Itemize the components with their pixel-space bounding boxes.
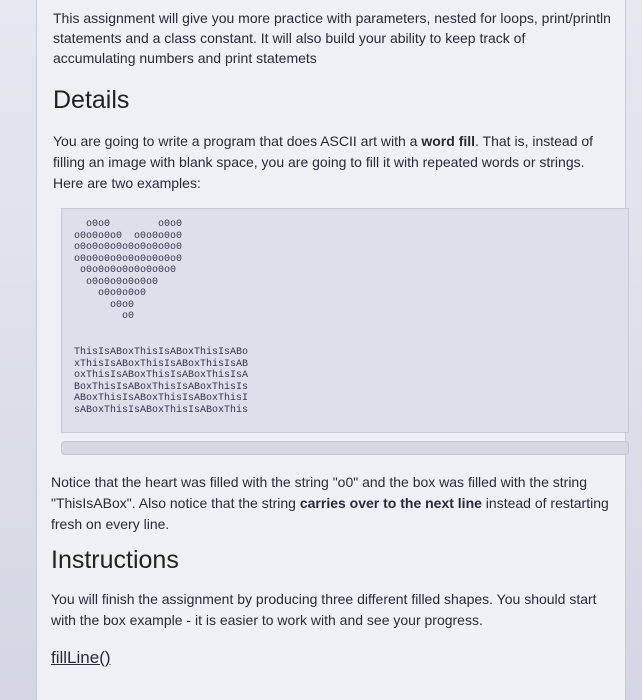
- notice-text-2: instead of restarting fresh on every line.: [51, 495, 609, 532]
- notice-text-1: Notice that the heart was filled with the string "o0" and the box was filled with the string "ThisIsABox". Also notice that the string: [51, 474, 587, 511]
- details-heading: Details: [53, 86, 130, 114]
- details-text-1: You are going to write a program that does ASCII art with a: [53, 133, 422, 149]
- notice-bold: carries over to the next line: [299, 495, 482, 511]
- instructions-heading: Instructions: [51, 546, 179, 574]
- notice-paragraph: [51, 472, 611, 535]
- fillline-link[interactable]: fillLine(): [51, 648, 111, 667]
- intro-paragraph: This assignment will give you more practice with parameters, nested for loops, print/println statements and a class constant. It will also build your ability to keep track of accumulating numbers and print statemets: [53, 10, 611, 66]
- horizontal-scrollbar[interactable]: [61, 441, 629, 455]
- details-text-2: . That is, instead of filling an image with blank space, you are going to fill it with repeated words or strings. Here are two examples:: [53, 133, 594, 191]
- details-bold: word fill: [421, 133, 476, 149]
- details-paragraph: [53, 131, 611, 194]
- examples-box: [61, 208, 629, 433]
- heart-art: o0o0 o0o0 o0o0o0o0 o0o0o0o0 o0o0o0o0o0o0o0o0o0 o0o0o0o0o0o0o0o0o0 o0o0o0o0o0o0o0o0 o0o0o0o0o0o0 o0o0o0o0 o0o0 o0: [74, 219, 183, 322]
- content-card: [36, 0, 626, 700]
- box-art: ThisIsABoxThisIsABoxThisIsABo xThisIsABoxThisIsABoxThisIsAB oxThisIsABoxThisIsABoxThisIsA BoxThisIsABoxThisIsABoxThisIs ABoxThisIsABoxThisIsABoxThisI sABoxThisIsABoxThisIsABoxThis: [74, 347, 249, 416]
- instructions-paragraph: You will finish the assignment by producing three different filled shapes. You should start with the box example - it is easier to work with and see your progress.: [51, 591, 597, 628]
